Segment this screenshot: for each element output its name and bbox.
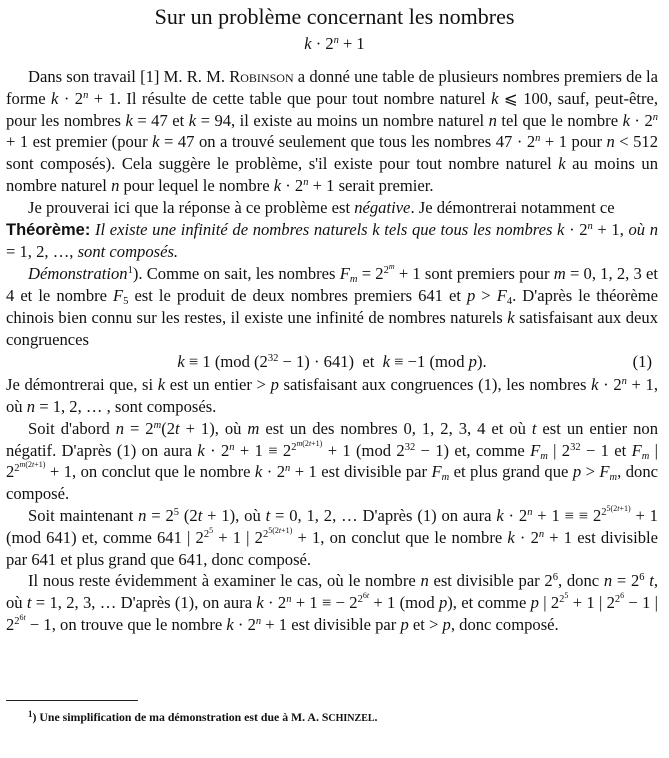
paragraph-case-3: Il nous reste évidemment à examiner le cas, où le nombre n est divisible par $2^6$, donc $n = 2^6$ t, où t = 1, 2, 3, … D'après (1), on aura $k \cdot 2^n + 1$ ≡ − $2^{2^{6t}} + 1$ (mod p), et comme p | $2^{2^5} + 1$ | $2^{2^6} - 1$ | $2^{2^{6t}} - 1$, on trouve que le nombre $k \cdot 2^n + 1$ est divisible par p et > p, donc composé.	[6, 571, 659, 634]
footnote: $^1$) Une simplification de ma démonstration est due à M. A. SCHINZEL.	[28, 709, 378, 724]
paragraph-intro: Dans son travail [1] M. R. M. Robinson a donné une table de plusieurs nombres premiers de la forme $k \cdot 2^n + 1$. Il résulte de cette table que pour tout nombre naturel k ⩽ 100, sauf, peut-être, pour les nombres k = 47 et k = 94, il existe au moins un nombre naturel n tel que le nombre $k \cdot 2^n + 1$ est premier (pour k = 47 on a trouvé seulement que tous les nombres $47 \cdot 2^n + 1$ pour n < 512 sont composés). Cela suggère le problème, s'il existe pour tout nombre naturel k au moins un nombre naturel n pour lequel le nombre $k \cdot 2^n + 1$ serait premier.	[6, 67, 659, 195]
paragraph-proof-start: Démonstration$^1$). Comme on sait, les nombres $F_m = 2^{2^m} + 1$ sont premiers pour m = 0, 1, 2, 3 et 4 et le nombre $F_5$ est le produit de deux nombres premiers 641 et $p > F_4$. D'après le théorème chinois bien connu sur les restes, il existe une infinité de nombres naturels k satisfaisant aux deux congruences	[6, 262, 659, 349]
paragraph-case-2: Soit maintenant $n = 2^5$ (2t + 1), où t = 0, 1, 2, … D'après (1) on aura $k \cdot 2^n + 1$ ≡ ≡ $2^{2^{5(2t+1)}} + 1$ (mod 641) et, comme 641 | $2^{2^5} + 1$ | $2^{2^{5(2t+1)}} + 1$, on conclut que le nombre $k \cdot 2^n + 1$ est divisible par 641 et plus grand que 641, donc composé.	[6, 503, 658, 569]
article-subtitle: $k \cdot 2^n + 1$	[304, 34, 365, 53]
article-title: Sur un problème concernant les nombres	[154, 4, 515, 29]
article-body	[6, 66, 658, 636]
congruence-formula: k ≡ 1 (mod $(2^{32} - 1) \cdot 641$) et k ≡ −1 (mod p). (1)	[177, 352, 652, 372]
footnote-rule	[6, 700, 138, 701]
paragraph-claim: Je prouverai ici que la réponse à ce problème est négative. Je démontrerai notamment ce	[28, 197, 615, 217]
equation-number: (1)	[632, 352, 652, 372]
theorem: Théorème: Il existe une infinité de nombres naturels k tels que tous les nombres $k \cdot 2^n + 1$, où n = 1, 2, …, sont composés.	[6, 219, 659, 262]
paragraph-case-1: Soit d'abord $n = 2^m(2t + 1)$, où m est un des nombres 0, 1, 2, 3, 4 et où t est un entier non négatif. D'après (1) on aura $k \cdot 2^n + 1 \equiv 2^{2^{m(2t+1)}} + 1$ (mod $2^{32} - 1$) et, comme $F_m$ | $2^{32} - 1$ et $F_m$ | $2^{2^{m(2t+1)}} + 1$, on conclut que le nombre $k \cdot 2^n + 1$ est divisible par $F_m$ et plus grand que $p > F_m$, donc composé.	[6, 418, 659, 504]
paragraph-plan: Je démontrerai que, si k est un entier > p satisfaisant aux congruences (1), les nombres $k \cdot 2^n + 1$, où n = 1, 2, … , sont composés.	[6, 375, 658, 416]
